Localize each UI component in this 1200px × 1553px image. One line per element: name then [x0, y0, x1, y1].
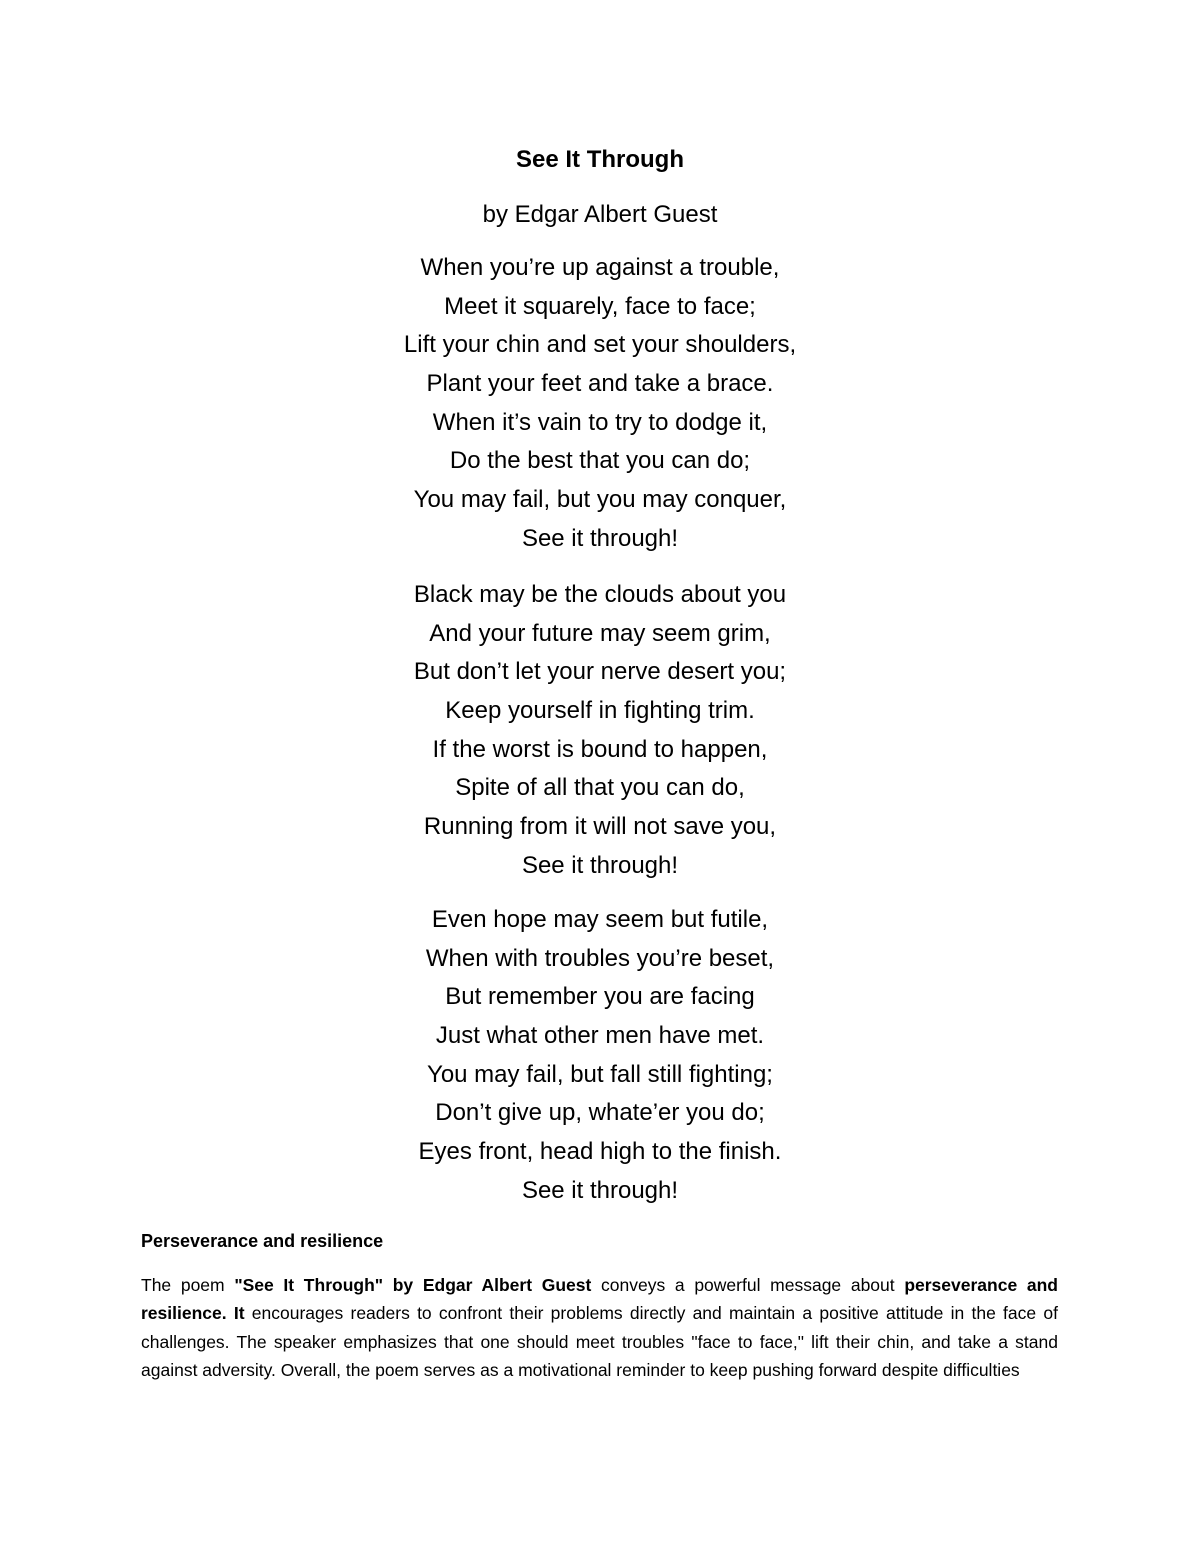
- poem-line: Spite of all that you can do,: [455, 774, 745, 802]
- analysis-text: encourages readers to confront their problems directly and maintain a positive attitude in the face of challenges. The speaker emphasizes that one should meet troubles "face to face," lift their chin, and take a stand against adversity. Overall, the poem serves as a motivational reminder to keep pushing forward despite difficulties: [141, 1303, 1058, 1381]
- poem-line: When it’s vain to try to dodge it,: [432, 408, 768, 436]
- poem-stanza-2: [0, 576, 1200, 886]
- poem-line: Do the best that you can do;: [449, 447, 751, 475]
- poem-line: Even hope may seem but futile,: [431, 906, 769, 933]
- analysis-emphasis: perseverance and resilience. It: [141, 1275, 1058, 1324]
- poem-line: Black may be the clouds about you: [413, 581, 787, 608]
- analysis-heading: Perseverance and resilience: [141, 1231, 384, 1251]
- analysis-paragraph: [141, 1271, 1058, 1385]
- poem-line: See it through!: [521, 851, 679, 879]
- poem-line: See it through!: [521, 1176, 679, 1204]
- poem-line: Running from it will not save you,: [423, 813, 777, 841]
- poem-line: You may fail, but fall still fighting;: [427, 1060, 773, 1088]
- poem-line: But don’t let your nerve desert you;: [413, 658, 787, 686]
- poem-line: Lift your chin and set your shoulders,: [403, 331, 797, 359]
- poem-title: See It Through: [516, 146, 684, 173]
- poem-line: Plant your feet and take a brace.: [426, 370, 774, 398]
- poem-line: But remember you are facing: [445, 983, 755, 1011]
- poem-line: Meet it squarely, face to face;: [444, 292, 756, 320]
- poem-stanza-3: [0, 901, 1200, 1211]
- analysis-text: conveys a powerful message about: [591, 1275, 905, 1295]
- poem-line: And your future may seem grim,: [429, 619, 771, 647]
- poem-line: Keep yourself in fighting trim.: [445, 697, 755, 725]
- poem-line: Eyes front, head high to the finish.: [418, 1138, 782, 1166]
- poem-line: When you’re up against a trouble,: [420, 254, 780, 281]
- analysis-emphasis: "See It Through" by Edgar Albert Guest: [234, 1275, 592, 1295]
- poem-line: Don’t give up, whate’er you do;: [435, 1099, 765, 1127]
- poem-line: Just what other men have met.: [435, 1022, 765, 1050]
- poem-line: When with troubles you’re beset,: [425, 944, 775, 972]
- poem-line: If the worst is bound to happen,: [432, 735, 768, 763]
- poem-line: You may fail, but you may conquer,: [413, 486, 787, 514]
- poem-author: by Edgar Albert Guest: [482, 201, 718, 228]
- poem-line: See it through!: [521, 524, 679, 552]
- poem-stanza-1: [0, 249, 1200, 559]
- analysis-text: The poem: [141, 1275, 235, 1295]
